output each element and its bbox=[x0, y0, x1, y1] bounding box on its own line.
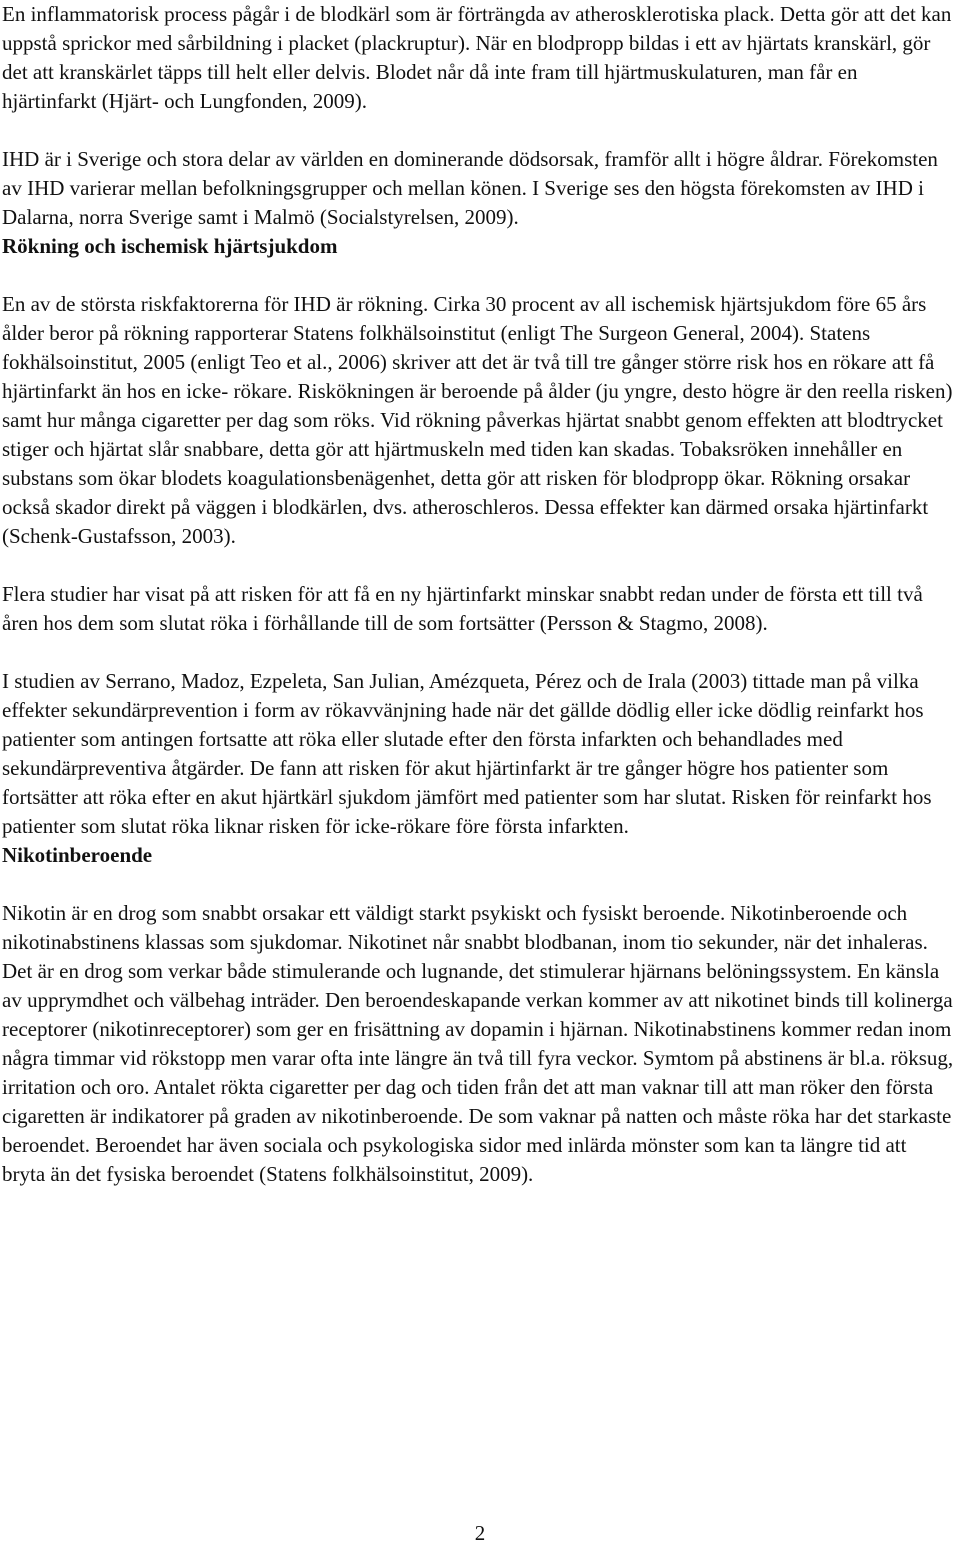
paragraph-smoking-risk: En av de största riskfaktorerna för IHD är rökning. Cirka 30 procent av all ischemisk hjärtsjukdom före 65 års ålder beror på rökning rapporterar Statens folkhälsoinstitut (enligt The Surgeon General, 2004). Statens fokhälsoinstitut, 2005 (enligt Teo et al., 2006) skriver att det är två till tre gånger större risk hos en rökare att få hjärtinfarkt än hos en icke- rökare. Riskökningen är beroende på ålder (ju yngre, desto högre är den reella risken) samt hur många cigaretter per dag som röks. Vid rökning påverkas hjärtat snabbt genom effekten att blodtrycket stiger och hjärtat slår snabbare, detta gör att hjärtmuskeln med tiden kan skadas. Tobaksröken innehåller en substans som ökar blodets koagulationsbenägenhet, detta gör att risken för blodpropp ökar. Rökning orsakar också skador direkt på väggen i blodkärlen, dvs. atheroschleros. Dessa effekter kan därmed orsaka hjärtinfarkt (Schenk-Gustafsson, 2003). bbox=[2, 292, 953, 548]
paragraph-plaque-rupture: En inflammatorisk process pågår i de blodkärl som är förträngda av atherosklerotiska plack. Detta gör att det kan uppstå sprickor med sårbildning i placket (plackruptur). När en blodpropp bildas i ett av hjärtats kranskärl, gör det att kranskärlet täpps till helt eller delvis. Blodet når då inte fram till hjärtmuskulaturen, man får en hjärtinfarkt (Hjärt- och Lungfonden, 2009). bbox=[2, 2, 952, 113]
paragraph-ihd-sweden: IHD är i Sverige och stora delar av världen en dominerande dödsorsak, framför allt i högre åldrar. Förekomsten av IHD varierar mellan befolkningsgrupper och mellan könen. I Sverige ses den högsta förekomsten av IHD i Dalarna, norra Sverige samt i Malmö (Socialstyrelsen, 2009). bbox=[2, 147, 938, 229]
paragraph-serrano-study: I studien av Serrano, Madoz, Ezpeleta, San Julian, Amézqueta, Pérez och de Irala (2003) tittade man på vilka effekter sekundärprevention i form av rökavvänjning hade när det gällde dödlig eller icke dödlig reinfarkt hos patienter som antingen fortsatte att röka eller slutade efter den första infarkten och behandlades med sekundärpreventiva åtgärder. De fann att risken för akut hjärtinfarkt är tre gånger högre hos patienter som fortsätter att röka efter en akut hjärtkärl sjukdom jämfört med patienter som har slutat. Risken för reinfarkt hos patienter som slutat röka liknar risken för icke-rökare före första infarkten. bbox=[2, 669, 932, 838]
page-number: 2 bbox=[474, 1521, 486, 1545]
paragraph-nicotine-dependence: Nikotin är en drog som snabbt orsakar ett väldigt starkt psykiskt och fysiskt beroende. Nikotinberoende och nikotinabstinens klassas som sjukdomar. Nikotinet når snabbt blodbanan, inom tio sekunder, när det inhaleras. Det är en drog som verkar både stimulerande och lugnande, det stimulerar hjärnans belöningssystem. En känsla av upprymdhet och välbehag inträder. Den beroendeskapande verkan kommer av att nikotinet binds till kolinerga receptorer (nikotinreceptorer) som ger en frisättning av dopamin i hjärnan. Nikotinabstinens kommer redan inom några timmar vid rökstopp men varar ofta inte längre än två till fyra veckor. Symtom på abstinens är bl.a. röksug, irritation och oro. Antalet rökta cigaretter per dag och tiden från det att man vaknar till att man röker den första cigaretten är indikatorer på graden av nikotinberoende. De som vaknar på natten och måste röka har det starkaste beroendet. Beroendet har även sociala och psykologiska sidor med inlärda mönster som kan ta längre tid att bryta än det fysiska beroendet (Statens folkhälsoinstitut, 2009). bbox=[2, 901, 954, 1186]
paragraph-quitting-studies: Flera studier har visat på att risken för att få en ny hjärtinfarkt minskar snabbt redan under de första ett till två åren hos dem som slutat röka i förhållande till de som fortsätter (Persson & Stagmo, 2008). bbox=[2, 582, 923, 635]
section-heading-nicotine: Nikotinberoende bbox=[2, 843, 153, 867]
section-heading-smoking: Rökning och ischemisk hjärtsjukdom bbox=[2, 234, 338, 258]
